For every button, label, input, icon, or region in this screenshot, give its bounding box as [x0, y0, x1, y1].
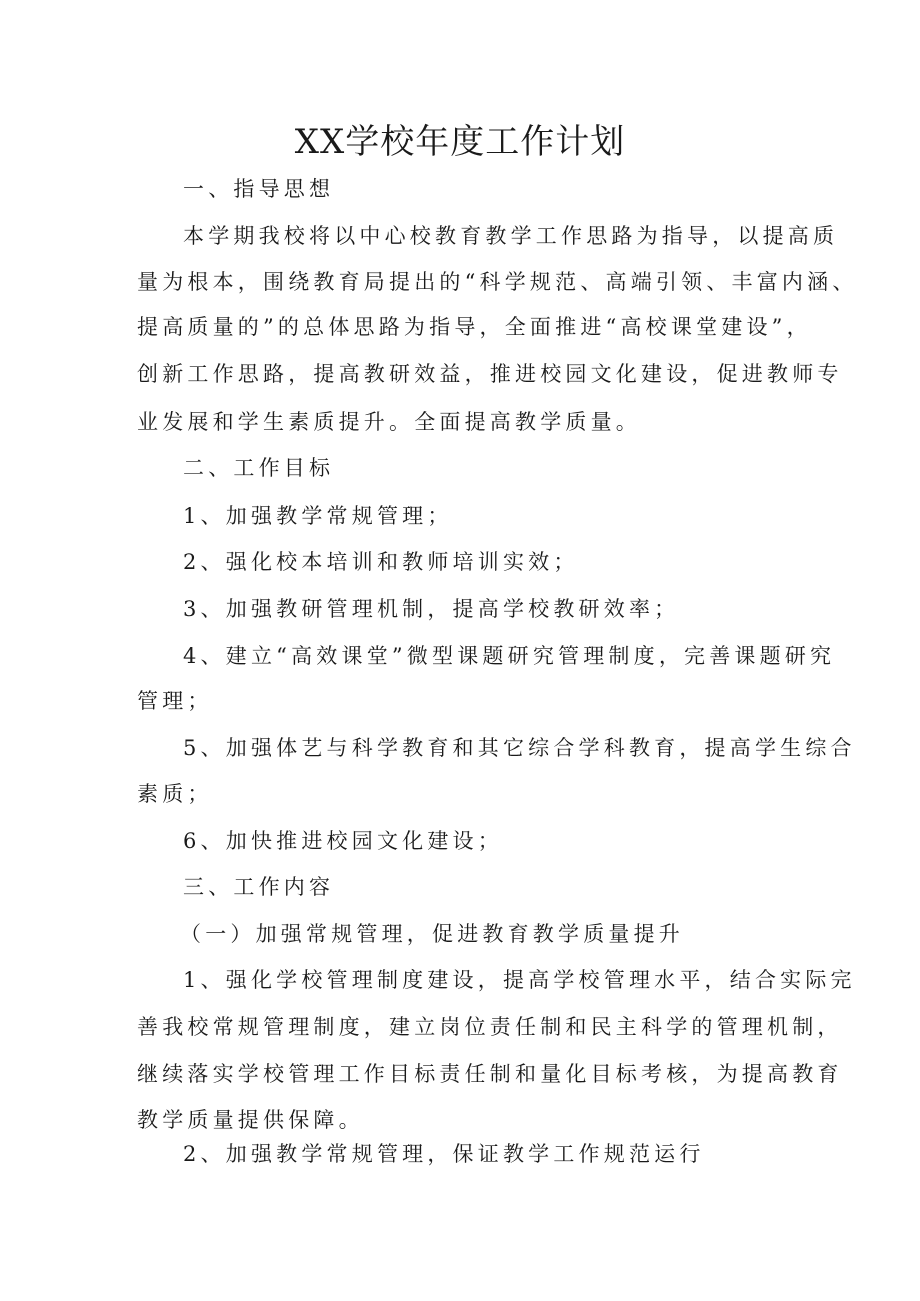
paragraph-line: 1、强化学校管理制度建设，提高学校管理水平，结合实际完	[183, 968, 856, 992]
paragraph-line: 继续落实学校管理工作目标责任制和量化目标考核，为提高教育	[137, 1062, 843, 1086]
goal-item: 3、加强教研管理机制，提高学校教研效率；	[183, 597, 680, 621]
goal-item: 4、建立“高效课堂”微型课题研究管理制度，完善课题研究	[183, 644, 836, 668]
section-heading-work-content: 三、工作内容	[183, 875, 335, 899]
paragraph-line: 本学期我校将以中心校教育教学工作思路为指导，以提高质	[183, 224, 839, 248]
goal-item: 6、加快推进校园文化建设；	[183, 829, 503, 853]
goal-item: 5、加强体艺与科学教育和其它综合学科教育，提高学生综合	[183, 736, 856, 760]
goal-item: 2、强化校本培训和教师培训实效；	[183, 550, 579, 574]
goal-item-continuation: 管理；	[137, 689, 213, 713]
goal-item-continuation: 素质；	[137, 782, 213, 806]
section-heading-guiding-ideology: 一、指导思想	[183, 177, 335, 201]
paragraph-line: 业发展和学生素质提升。全面提高教学质量。	[137, 410, 641, 434]
paragraph-line: 教学质量提供保障。	[137, 1108, 364, 1132]
paragraph-line: 提高质量的”的总体思路为指导，全面推进“高校课堂建设”，	[137, 315, 812, 339]
content-item: 2、加强教学常规管理，保证教学工作规范运行	[183, 1142, 705, 1166]
paragraph-line: 善我校常规管理制度，建立岗位责任制和民主科学的管理机制，	[137, 1015, 843, 1039]
subsection-heading: （一）加强常规管理，促进教育教学质量提升	[180, 922, 684, 946]
goal-item: 1、加强教学常规管理；	[183, 504, 453, 528]
paragraph-line: 量为根本，围绕教育局提出的“科学规范、高端引领、丰富内涵、	[137, 270, 858, 294]
paragraph-line: 创新工作思路，提高教研效益，推进校园文化建设，促进教师专	[137, 362, 843, 386]
document-title: XX学校年度工作计划	[294, 122, 626, 162]
section-heading-work-goals: 二、工作目标	[183, 456, 335, 480]
